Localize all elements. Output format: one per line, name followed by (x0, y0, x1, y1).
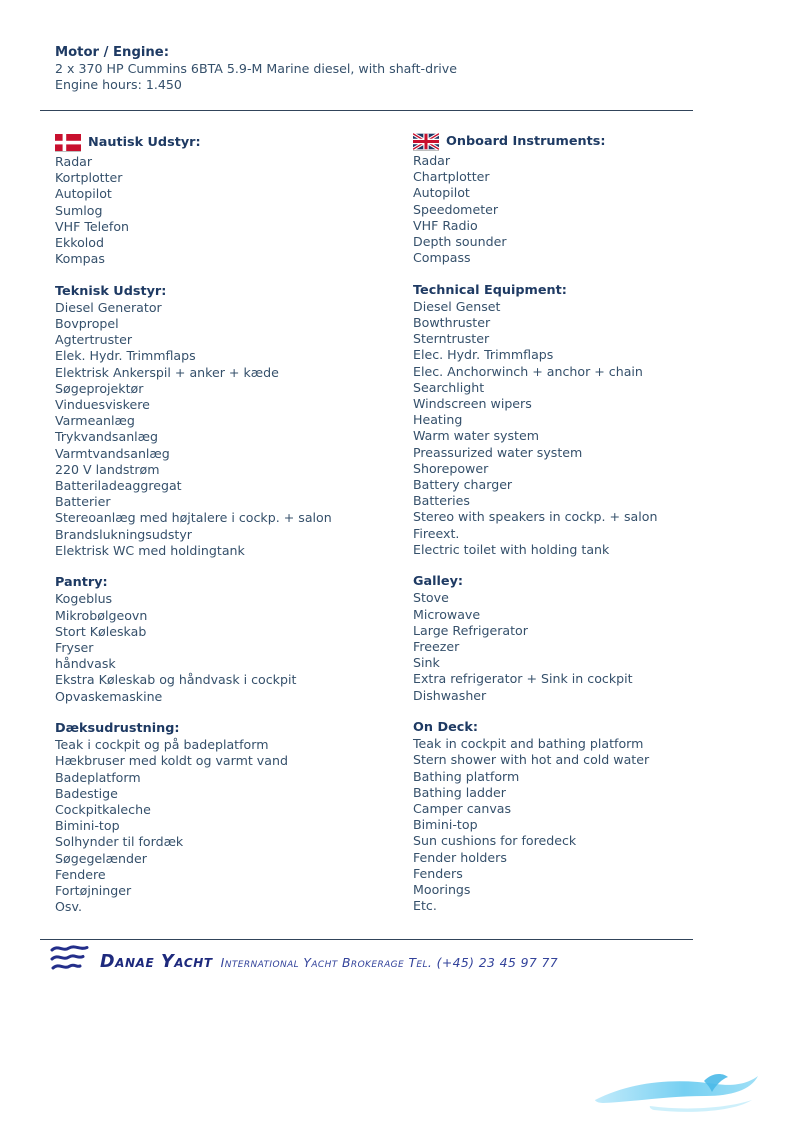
section-teknisk-udstyr (55, 284, 405, 559)
list-item: Battery charger (413, 477, 513, 493)
item-list (55, 591, 405, 704)
list-item: Elec. Hydr. Trimmflaps (413, 347, 554, 363)
list-item: Searchlight (413, 379, 485, 395)
list-item: Bathing ladder (413, 784, 506, 800)
list-item: Autopilot (55, 186, 112, 202)
list-item: Ekstra Køleskab og håndvask i cockpit (55, 672, 297, 688)
list-item: Stern shower with hot and cold water (413, 752, 650, 768)
item-list (55, 737, 405, 915)
column-english (413, 130, 763, 931)
list-item: Fryser (55, 640, 94, 656)
list-item: Fenders (413, 865, 463, 881)
brand-name: Danae Yacht (100, 952, 213, 972)
footer-brand-line (49, 944, 558, 975)
list-item: Ekkolod (55, 235, 104, 251)
list-item: Cockpitkaleche (55, 802, 151, 818)
brand-tagline: International Yacht Brokerage Tel. (+45) 23 45 97 77 (220, 955, 559, 970)
list-item: Large Refrigerator (413, 622, 528, 638)
list-item: Shorepower (413, 460, 489, 476)
uk-flag-icon (413, 133, 439, 150)
section-title: Nautisk Udstyr: (88, 135, 201, 150)
list-item: Etc. (413, 898, 437, 914)
list-item: Badestige (55, 785, 118, 801)
section-technical-equipment (413, 283, 763, 558)
list-item: Warm water system (413, 428, 540, 444)
list-item: Moorings (413, 882, 471, 898)
list-item: Sumlog (55, 202, 103, 218)
list-item: 220 V landstrøm (55, 461, 160, 477)
column-danish (55, 131, 405, 932)
list-item: Chartplotter (413, 169, 490, 185)
section-onboard-instruments (413, 130, 763, 266)
list-item: Varmtvandsanlæg (55, 445, 170, 461)
section-title: Pantry: (55, 575, 108, 591)
list-item: Batteries (413, 493, 470, 509)
list-item: Kogeblus (55, 591, 113, 607)
list-item: Stereoanlæg med højtalere i cockp. + salon (55, 510, 332, 526)
engine-spec-line: 2 x 370 HP Cummins 6BTA 5.9-M Marine diesel, with shaft-drive (55, 61, 457, 76)
section-heading (413, 130, 763, 153)
list-item: Bowthruster (413, 315, 491, 331)
list-item: Fireext. (413, 525, 460, 541)
list-item: Windscreen wipers (413, 396, 532, 412)
list-item: Radar (55, 154, 93, 169)
item-list (413, 590, 763, 703)
engine-hours-line: Engine hours: 1.450 (55, 77, 182, 93)
list-item: Mikrobølgeovn (55, 607, 148, 623)
list-item: Kompas (55, 251, 105, 267)
list-item: Camper canvas (413, 801, 512, 817)
list-item: Solhynder til fordæk (55, 834, 184, 850)
list-item: Elektrisk Ankerspil + anker + kæde (55, 364, 279, 380)
section-on-deck (413, 720, 763, 914)
list-item: Sink (413, 655, 440, 671)
list-item: Elektrisk WC med holdingtank (55, 542, 245, 558)
engine-section (55, 44, 457, 94)
item-list (413, 299, 763, 558)
section-title: Teknisk Udstyr: (55, 283, 167, 299)
list-item: Sterntruster (413, 331, 490, 347)
section-heading (55, 131, 405, 154)
section-title: On Deck: (413, 720, 478, 736)
list-item: Autopilot (413, 185, 470, 201)
item-list (55, 300, 405, 559)
list-item: Kortplotter (55, 170, 123, 186)
list-item: VHF Telefon (55, 218, 129, 234)
list-item: Stereo with speakers in cockp. + salon (413, 509, 658, 525)
engine-title: Motor / Engine: (55, 45, 170, 60)
list-item: Brandslukningsudstyr (55, 526, 192, 542)
list-item: Teak i cockpit og på badeplatform (55, 737, 269, 753)
list-item: Electric toilet with holding tank (413, 541, 610, 557)
list-item: Bovpropel (55, 316, 119, 332)
list-item: Speedometer (413, 201, 499, 217)
list-item: Sun cushions for foredeck (413, 833, 577, 849)
item-list (413, 153, 763, 266)
top-divider (40, 110, 693, 111)
list-item: Agtertruster (55, 332, 132, 348)
list-item: Søgegelænder (55, 850, 147, 866)
list-item: Fendere (55, 866, 106, 882)
list-item: Depth sounder (413, 234, 507, 250)
list-item: Batteriladeaggregat (55, 478, 182, 494)
list-item: Opvaskemaskine (55, 688, 163, 704)
list-item: Radar (413, 153, 451, 168)
section-title: Galley: (413, 574, 464, 590)
list-item: Extra refrigerator + Sink in cockpit (413, 671, 633, 687)
list-item: VHF Radio (413, 217, 478, 233)
footer-divider (40, 939, 693, 940)
list-item: Bathing platform (413, 768, 520, 784)
section-daeksudrustning (55, 721, 405, 915)
list-item: håndvask (55, 656, 116, 672)
section-nautisk-udstyr (55, 131, 405, 267)
list-item: Preassurized water system (413, 444, 583, 460)
list-item: Elec. Anchorwinch + anchor + chain (413, 363, 643, 379)
list-item: Teak in cockpit and bathing platform (413, 736, 644, 752)
list-item: Batterier (55, 494, 111, 510)
list-item: Microwave (413, 606, 481, 622)
list-item: Vinduesviskere (55, 397, 150, 413)
item-list (413, 736, 763, 914)
section-title: Onboard Instruments: (446, 134, 606, 149)
list-item: Stove (413, 590, 449, 606)
list-item: Compass (413, 250, 471, 266)
list-item: Elek. Hydr. Trimmflaps (55, 348, 196, 364)
watermark-swoosh-icon (592, 1071, 762, 1115)
list-item: Fortøjninger (55, 883, 132, 899)
section-title: Technical Equipment: (413, 282, 567, 298)
list-item: Bimini-top (413, 817, 478, 833)
list-item: Diesel Generator (55, 299, 162, 315)
list-item: Bimini-top (55, 818, 120, 834)
list-item: Trykvandsanlæg (55, 429, 159, 445)
list-item: Søgeprojektør (55, 380, 144, 396)
list-item: Varmeanlæg (55, 413, 135, 429)
list-item: Osv. (55, 899, 82, 915)
section-title: Dæksudrustning: (55, 721, 180, 737)
list-item: Fender holders (413, 849, 507, 865)
section-pantry (55, 575, 405, 705)
list-item: Dishwasher (413, 687, 487, 703)
list-item: Freezer (413, 639, 460, 655)
section-galley (413, 574, 763, 704)
item-list (55, 154, 405, 267)
list-item: Heating (413, 412, 463, 428)
list-item: Stort Køleskab (55, 623, 147, 639)
list-item: Badeplatform (55, 769, 141, 785)
list-item: Diesel Genset (413, 298, 501, 314)
waves-logo-icon (49, 944, 91, 975)
list-item: Hækbruser med koldt og varmt vand (55, 753, 288, 769)
danish-flag-icon (55, 134, 81, 151)
